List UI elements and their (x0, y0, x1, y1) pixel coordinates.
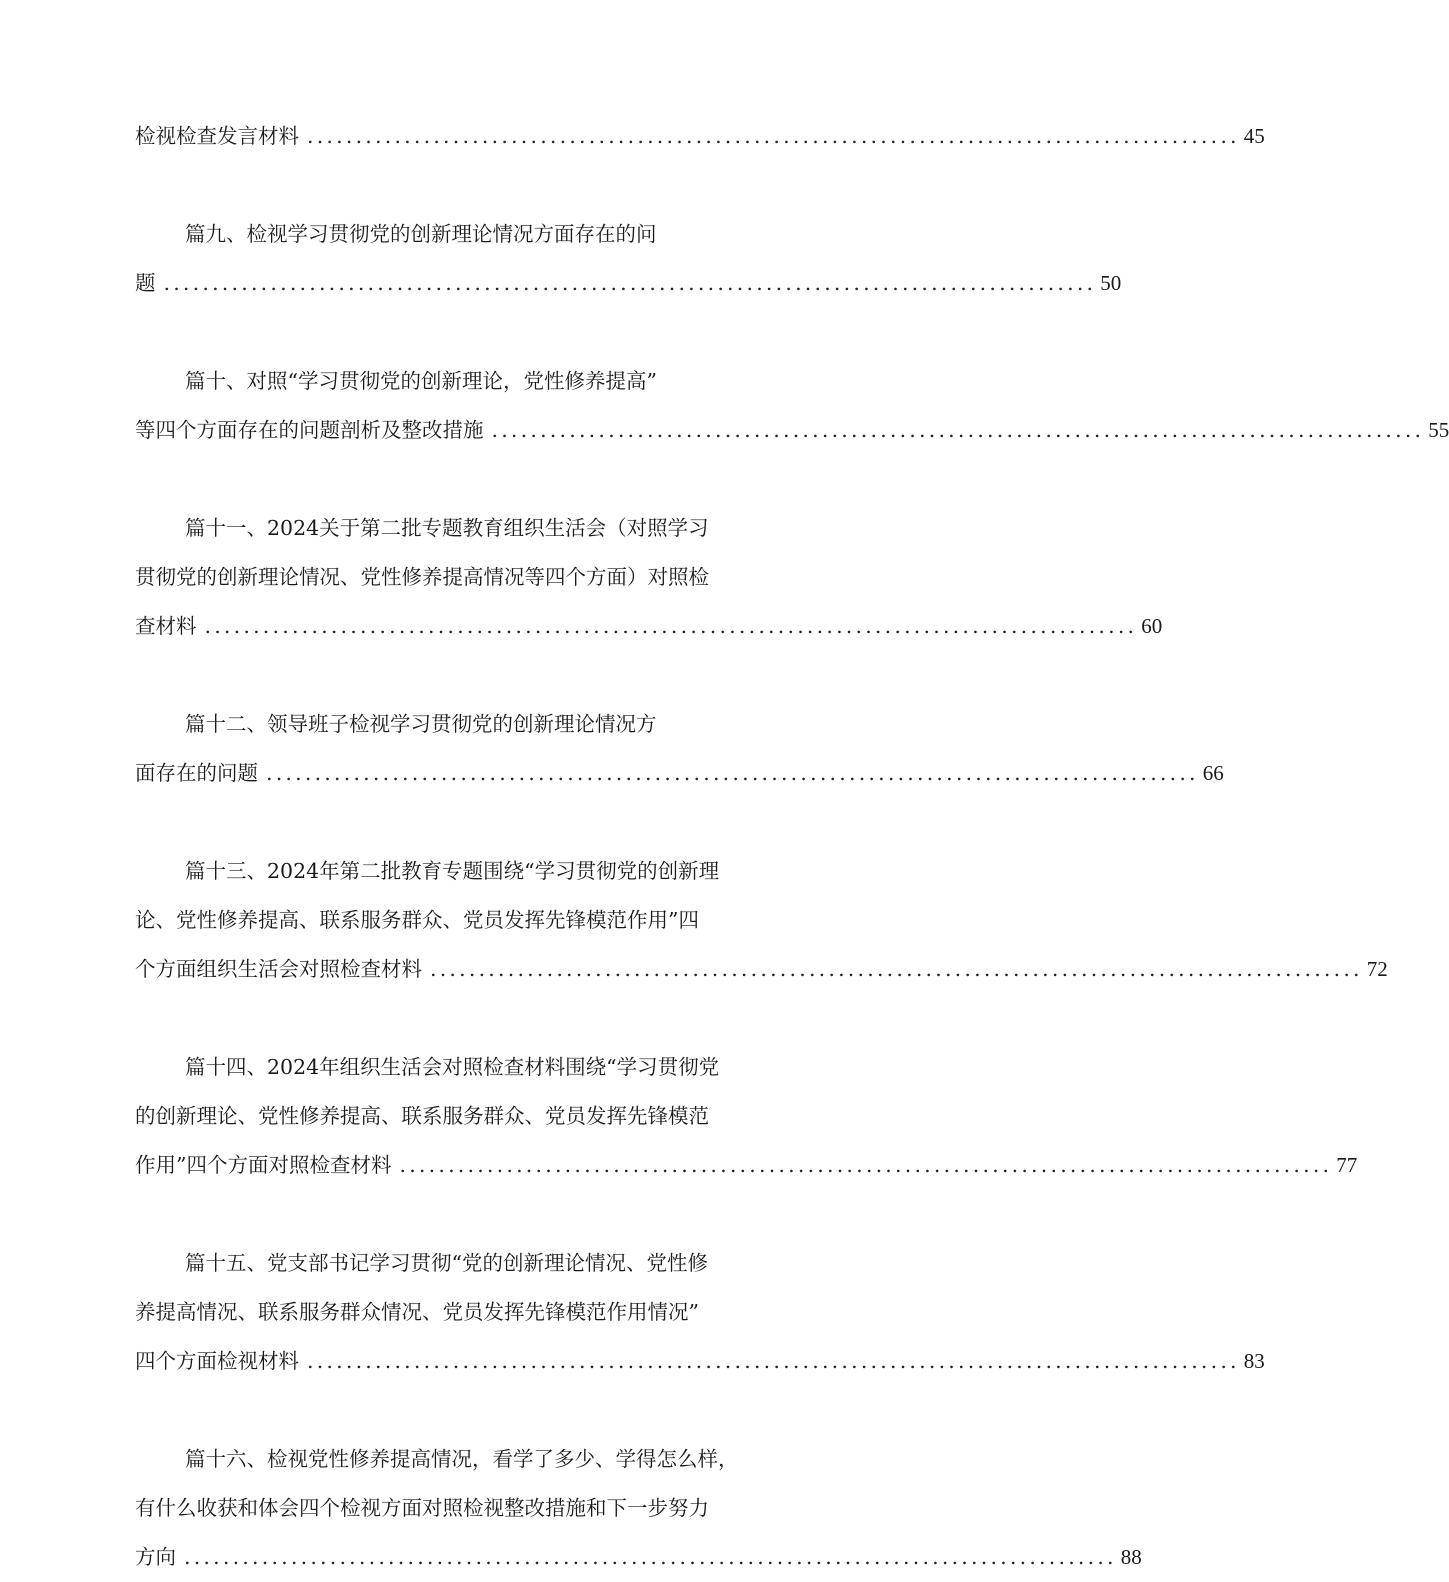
toc-entry-13[interactable] (135, 847, 1388, 994)
toc-entry-last-line (135, 602, 1163, 651)
toc-entry-title-end: 查材料 (135, 614, 197, 638)
toc-entry-title: 篇十六、检视党性修养提高情况，看学了多少、学得怎么样， (185, 1447, 739, 1471)
toc-entry-title: 篇九、检视学习贯彻党的创新理论情况方面存在的问 (185, 222, 657, 246)
toc-entry-8-continued[interactable] (135, 112, 1265, 161)
toc-entry-title: 检视检查发言材料 (135, 124, 299, 148)
dot-leader: ................................................................................................ (430, 957, 1363, 981)
toc-entry-9[interactable] (135, 210, 1122, 308)
page-number: 55 (1428, 418, 1449, 442)
table-of-contents (135, 112, 1449, 1582)
toc-entry-last-line (135, 112, 1265, 161)
toc-entry-last-line (135, 945, 1388, 994)
toc-entry-title-cont: 的创新理论、党性修养提高、联系服务群众、党员发挥先锋模范 (135, 1104, 709, 1128)
dot-leader: ................................................................................................ (163, 271, 1097, 295)
dot-leader: ................................................................................................ (204, 614, 1138, 638)
toc-entry-title: 篇十五、党支部书记学习贯彻“党的创新理论情况、党性修 (185, 1251, 708, 1275)
toc-entry-title: 篇十四、2024年组织生活会对照检查材料围绕“学习贯彻党 (185, 1055, 720, 1079)
dot-leader: ................................................................................................ (184, 1545, 1117, 1569)
toc-entry-title: 篇十三、2024年第二批教育专题围绕“学习贯彻党的创新理 (185, 859, 720, 883)
dot-leader: ................................................................................................ (307, 1349, 1240, 1373)
toc-entry-16[interactable] (135, 1435, 1142, 1582)
toc-entry-14[interactable] (135, 1043, 1358, 1190)
dot-leader: ................................................................................................ (307, 124, 1240, 148)
toc-entry-last-line (135, 406, 1449, 455)
toc-entry-title: 篇十二、领导班子检视学习贯彻党的创新理论情况方 (185, 712, 657, 736)
page-number: 45 (1243, 124, 1265, 148)
toc-entry-title-cont: 有什么收获和体会四个检视方面对照检视整改措施和下一步努力 (135, 1496, 709, 1520)
toc-entry-title-end: 方向 (135, 1545, 176, 1569)
toc-entry-title-end: 等四个方面存在的问题剖析及整改措施 (135, 418, 484, 442)
dot-leader: ................................................................................................ (399, 1153, 1333, 1177)
page-number: 77 (1336, 1153, 1358, 1177)
page-number: 50 (1100, 271, 1122, 295)
toc-entry-title-cont: 养提高情况、联系服务群众情况、党员发挥先锋模范作用情况” (135, 1300, 699, 1324)
page-number: 83 (1243, 1349, 1265, 1373)
toc-entry-title-end: 面存在的问题 (135, 761, 258, 785)
toc-entry-last-line (135, 749, 1224, 798)
toc-entry-title-end: 个方面组织生活会对照检查材料 (135, 957, 422, 981)
toc-entry-title-cont: 贯彻党的创新理论情况、党性修养提高情况等四个方面）对照检 (135, 565, 709, 589)
toc-entry-last-line (135, 259, 1122, 308)
toc-entry-title-end: 题 (135, 271, 156, 295)
dot-leader: ................................................................................................ (266, 761, 1199, 785)
toc-entry-title-cont: 论、党性修养提高、联系服务群众、党员发挥先锋模范作用”四 (135, 908, 699, 932)
toc-entry-title-end: 作用”四个方面对照检查材料 (135, 1153, 392, 1177)
toc-entry-last-line (135, 1533, 1142, 1582)
toc-entry-15[interactable] (135, 1239, 1265, 1386)
toc-entry-last-line (135, 1337, 1265, 1386)
page-number: 60 (1141, 614, 1163, 638)
page-number: 66 (1202, 761, 1224, 785)
toc-entry-10[interactable] (135, 357, 1449, 455)
toc-entry-11[interactable] (135, 504, 1163, 651)
toc-entry-title: 篇十、对照“学习贯彻党的创新理论，党性修养提高” (185, 369, 657, 393)
toc-entry-title: 篇十一、2024关于第二批专题教育组织生活会（对照学习 (185, 516, 709, 540)
toc-entry-12[interactable] (135, 700, 1224, 798)
toc-entry-title-end: 四个方面检视材料 (135, 1349, 299, 1373)
dot-leader: ................................................................................................ (491, 418, 1425, 442)
page-number: 88 (1120, 1545, 1142, 1569)
toc-entry-last-line (135, 1141, 1358, 1190)
page-number: 72 (1366, 957, 1388, 981)
